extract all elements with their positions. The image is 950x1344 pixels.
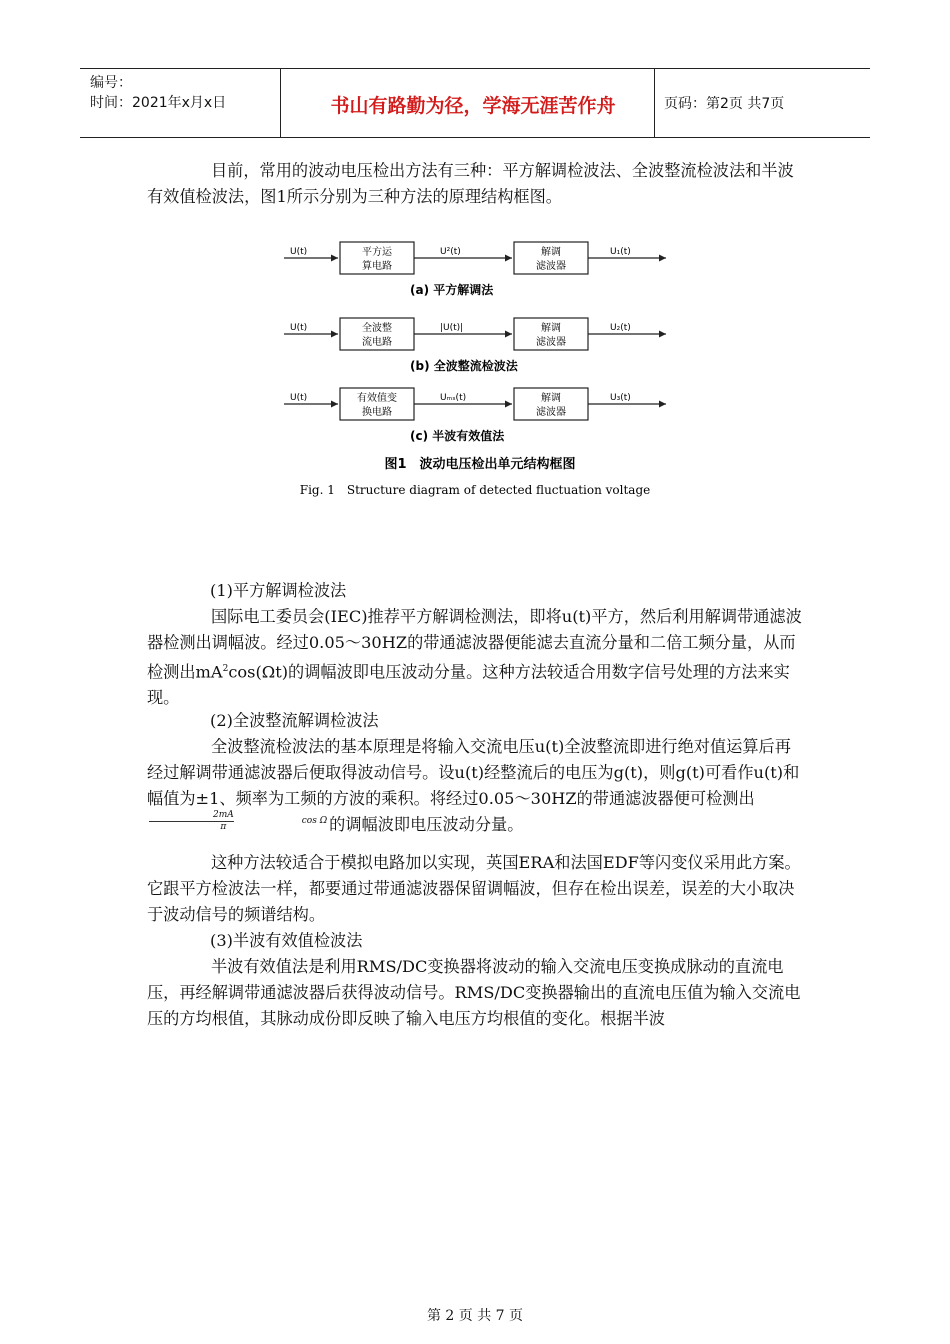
block-label: 全波整 [362, 323, 392, 334]
block-diagram-figure [280, 232, 680, 504]
code-label: 编号： [90, 75, 132, 91]
block-label: 滤波器 [536, 407, 566, 418]
section-1-text-b: cos(Ωt)的调幅波即电压波动分量。这种方法较适合用数字信号处理的方法来实现。 [147, 662, 790, 708]
section-1-heading: (1)平方解调检波法 [210, 581, 347, 600]
header-page-info: 页码：第2页 共7页 [664, 96, 785, 112]
formula-denominator: π [220, 822, 227, 832]
section-3-body: 半波有效值法是利用RMS/DC变换器将波动的输入交流电压变换成脉动的直流电压，再经解调带通滤波器后获得波动信号。RMS/DC变换器输出的直流电压值为输入交流电压的方均根值，其脉动成份即反映了输入电压方均根值的变化。根据半波 [147, 957, 801, 1028]
section-2-heading: (2)全波整流解调检波法 [210, 711, 379, 730]
block-label: 算电路 [362, 261, 392, 272]
formula-cos: cos Ω [301, 816, 328, 826]
header-divider [654, 69, 655, 137]
header-divider [280, 69, 281, 137]
intro-paragraph: 目前，常用的波动电压检出方法有三种：平方解调检波法、全波整流检波法和半波有效值检波法，图1所示分别为三种方法的原理结构框图。 [147, 161, 794, 206]
block-label: 解调 [541, 323, 561, 334]
header-motto: 书山有路勤为径，学海无涯苦作舟 [330, 95, 616, 117]
section-2-body-2: 这种方法较适合于模拟电路加以实现，英国ERA和法国EDF等闪变仪采用此方案。它跟平方检波法一样，都要通过带通滤波器保留调幅波，但存在检出误差，误差的大小取决于波动信号的频谱结构。 [147, 853, 801, 924]
block-label: 流电路 [362, 337, 392, 348]
block-label: 换电路 [362, 407, 392, 418]
formula-numerator: 2mA [149, 810, 234, 822]
page-footer: 第 2 页 共 7 页 [426, 1308, 524, 1324]
figure-title-en: Fig. 1 Structure diagram of detected fluctuation voltage [299, 483, 651, 497]
date-label: 时间：2021年x月x日 [90, 95, 227, 111]
section-3-heading: (3)半波有效值检波法 [210, 931, 363, 950]
intermediate-signal-label: Uₘₛ(t) [440, 393, 467, 403]
section-2-text-a: 全波整流检波法的基本原理是将输入交流电压u(t)全波整流即进行绝对值运算后再经过解调带通滤波器后便取得波动信号。设u(t)经整流后的电压为g(t)，则g(t)可看作u(t)和幅值为±1、频率为工频的方波的乘积。将经过0.05～30HZ的带通滤波器便可检测出 [147, 737, 800, 808]
block-label: 滤波器 [536, 261, 566, 272]
block-label: 滤波器 [536, 337, 566, 348]
section-2-text-b: 的调幅波即电压波动分量。 [329, 815, 524, 834]
output-signal-label: U₃(t) [610, 393, 631, 403]
section-1-body [147, 604, 807, 711]
figure-title-cn: 图1 波动电压检出单元结构框图 [384, 457, 576, 472]
input-signal-label: U(t) [290, 393, 308, 403]
block-label: 解调 [541, 247, 561, 258]
input-signal-label: U(t) [290, 323, 308, 333]
subfigure-caption: (b) 全波整流检波法 [410, 359, 518, 373]
output-signal-label: U₂(t) [610, 323, 631, 333]
block-label: 解调 [541, 393, 561, 404]
section-1-text-a: 国际电工委员会(IEC)推荐平方解调检测法，即将u(t)平方，然后利用解调带通滤波器检测出调幅波。经过0.05～30HZ的带通滤波器便能滤去直流分量和二倍工频分量，从而检测出mA [147, 607, 802, 682]
header-meta [90, 73, 226, 113]
section-2-body [147, 734, 807, 838]
subfigure-caption: (c) 半波有效值法 [410, 429, 505, 443]
output-signal-label: U₁(t) [610, 247, 631, 257]
page-header [80, 68, 870, 138]
input-signal-label: U(t) [290, 247, 308, 257]
intermediate-signal-label: U²(t) [440, 247, 461, 257]
block-label: 平方运 [362, 247, 392, 258]
formula-fraction [149, 810, 234, 833]
subfigure-caption: (a) 平方解调法 [410, 283, 494, 297]
block-label: 有效值变 [357, 393, 397, 404]
superscript: 2 [222, 664, 229, 674]
intermediate-signal-label: |U(t)| [440, 323, 464, 333]
